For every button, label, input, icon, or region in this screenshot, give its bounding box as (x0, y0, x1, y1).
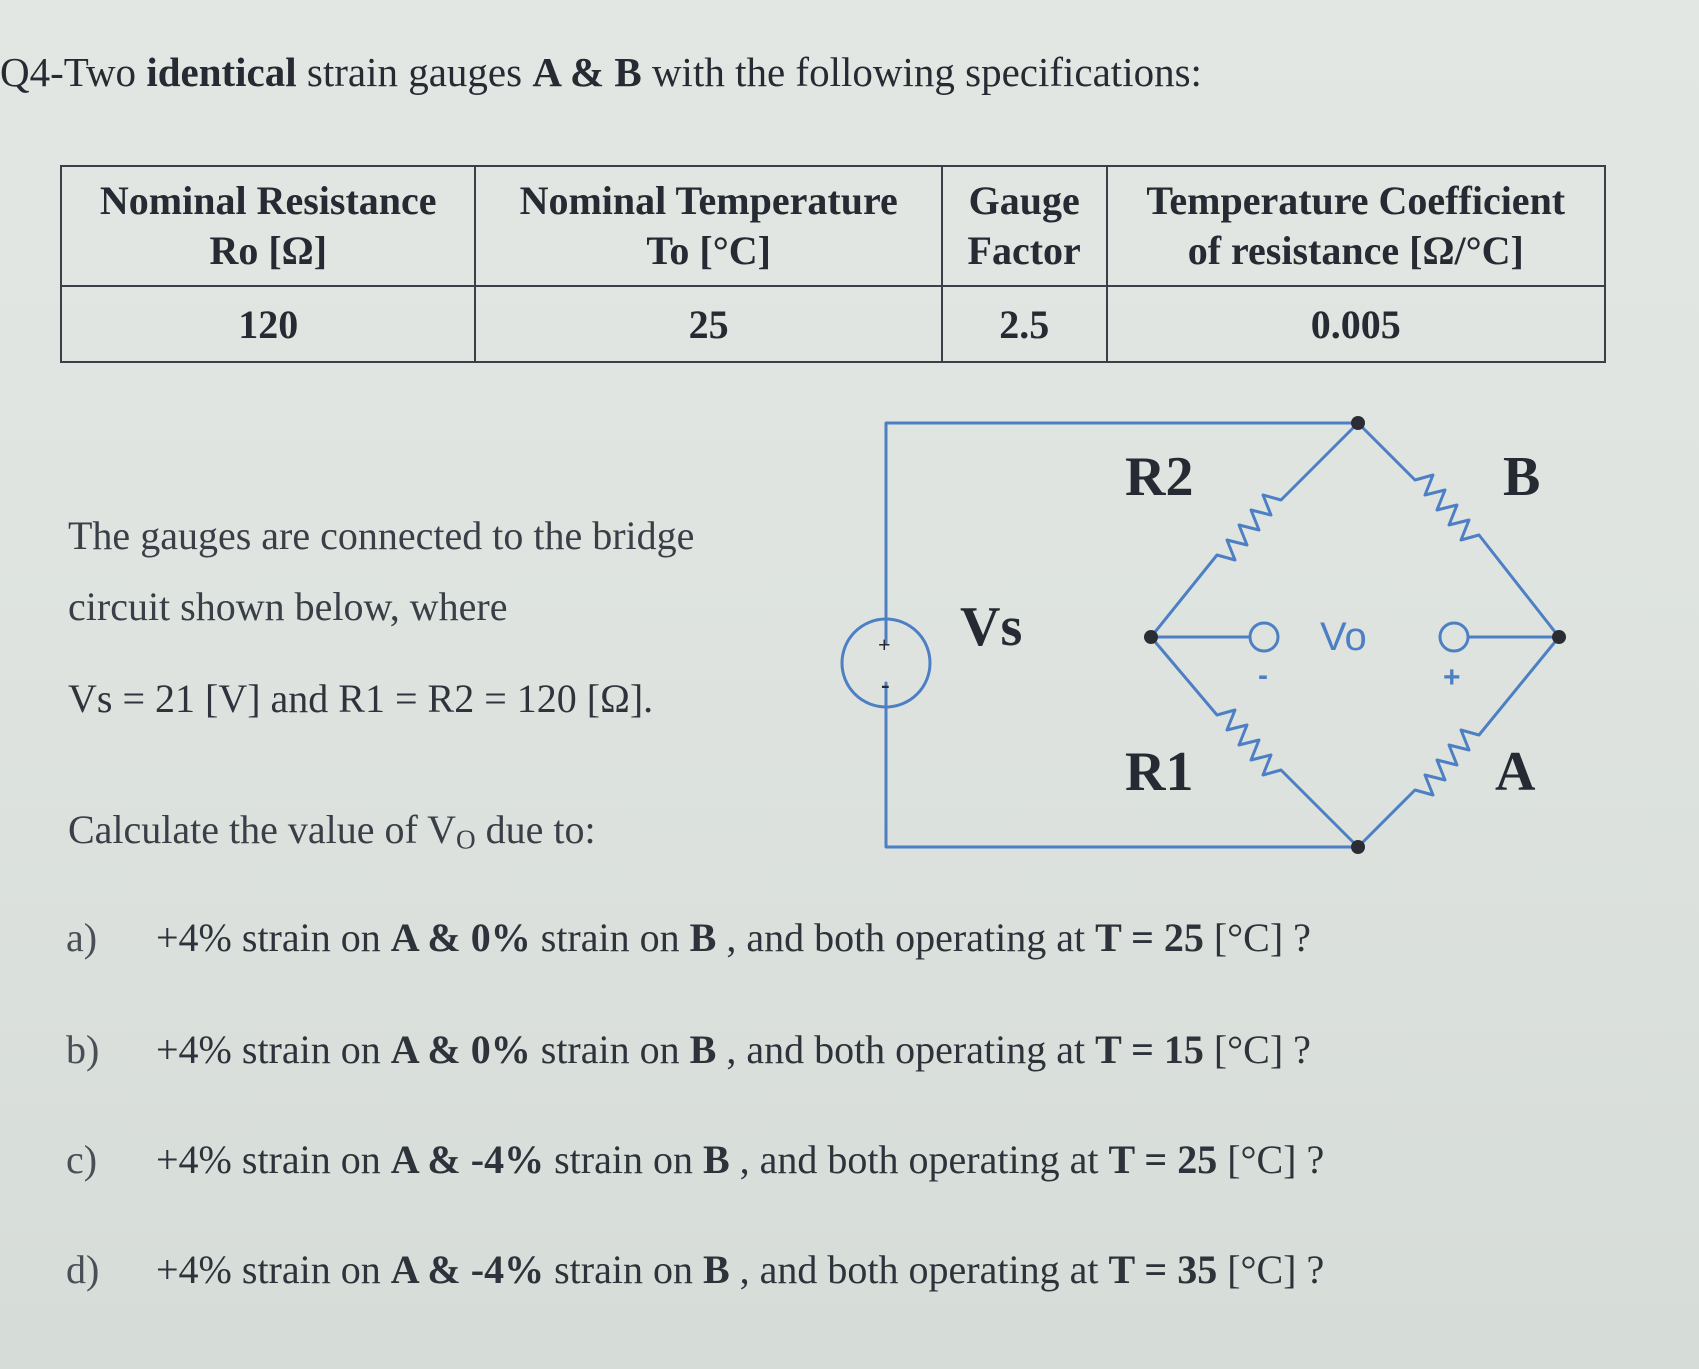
header-nominal-resistance (61, 166, 475, 286)
part-a (66, 914, 1311, 961)
part-bold-b: B (689, 915, 717, 960)
table-value-row (61, 286, 1605, 362)
part-mid: strain on (544, 1247, 703, 1292)
table-header-row (61, 166, 1605, 286)
r2-label: R2 (1125, 446, 1194, 508)
header-line: Nominal Temperature (519, 178, 898, 223)
header-line: Ro [Ω] (209, 228, 328, 273)
part-bold-temp: T = 15 (1095, 1027, 1204, 1072)
header-line: Temperature Coefficient (1146, 178, 1566, 223)
part-bold-b: B (702, 1137, 730, 1182)
output-minus-sign: - (1258, 659, 1268, 692)
header-temperature-coefficient (1107, 166, 1605, 286)
part-bold-strain-a: A & 0% (390, 1027, 531, 1072)
description-line-1: The gauges are connected to the bridge (68, 513, 695, 558)
calculate-instruction (68, 806, 596, 855)
part-pre: +4% strain on (156, 1247, 391, 1292)
vs-label: Vs (960, 596, 1023, 658)
value-temperature-coefficient: 0.005 (1107, 286, 1605, 362)
part-mid: strain on (544, 1137, 703, 1182)
part-pre: +4% strain on (156, 1137, 391, 1182)
header-nominal-temperature (475, 166, 941, 286)
source-minus-sign: - (881, 670, 890, 699)
part-label: a) (66, 915, 98, 960)
part-unit: [°C] ? (1217, 1247, 1325, 1292)
vo-label: Vo (1320, 615, 1367, 659)
part-bold-strain-a: A & 0% (390, 915, 531, 960)
node-left (1144, 630, 1158, 644)
part-post: , and both operating at (716, 915, 1096, 960)
description-line-3: Vs = 21 [V] and R1 = R2 = 120 [Ω]. (68, 676, 654, 721)
question-number: Q4- (0, 49, 64, 95)
output-terminal-minus (1250, 623, 1278, 651)
title-post: with the following specifications: (651, 49, 1202, 95)
output-terminal-plus (1440, 623, 1468, 651)
header-line: To [°C] (646, 228, 771, 273)
part-bold-b: B (689, 1027, 717, 1072)
value-gauge-factor: 2.5 (942, 286, 1107, 362)
part-bold-temp: T = 25 (1095, 915, 1204, 960)
part-unit: [°C] ? (1203, 915, 1311, 960)
header-line: Gauge (968, 178, 1080, 223)
part-bold-temp: T = 35 (1108, 1247, 1218, 1292)
title-mid: strain gauges (306, 49, 523, 95)
wire-top (886, 423, 1358, 643)
node-top (1351, 416, 1365, 430)
part-mid: strain on (530, 1027, 690, 1072)
title-pre: Two (63, 49, 137, 95)
calc-pre: Calculate the value of V (68, 807, 457, 852)
source-plus-sign: + (878, 632, 891, 657)
header-line: Factor (967, 228, 1081, 273)
part-label: c) (66, 1137, 98, 1182)
gauge-b-label: B (1503, 446, 1541, 508)
part-unit: [°C] ? (1217, 1137, 1325, 1182)
part-unit: [°C] ? (1203, 1027, 1311, 1072)
value-nominal-resistance: 120 (61, 286, 475, 362)
header-line: Nominal Resistance (99, 178, 437, 223)
part-post: , and both operating at (729, 1247, 1109, 1292)
header-line: of resistance [Ω/°C] (1187, 228, 1524, 273)
question-title (0, 48, 1202, 96)
part-label: b) (66, 1027, 100, 1072)
calc-sub: O (456, 824, 476, 855)
header-gauge-factor (942, 166, 1107, 286)
part-d (66, 1246, 1324, 1293)
specifications-table (60, 165, 1606, 363)
wire-bottom (886, 683, 1358, 847)
part-bold-b: B (702, 1247, 730, 1292)
description-line-2: circuit shown below, where (68, 584, 508, 629)
part-bold-strain-a: A & -4% (390, 1137, 545, 1182)
part-c (66, 1136, 1324, 1183)
value-nominal-temperature: 25 (475, 286, 941, 362)
title-bold-identical: identical (146, 49, 297, 95)
part-pre: +4% strain on (156, 1027, 391, 1072)
node-right (1552, 630, 1566, 644)
part-post: , and both operating at (729, 1137, 1109, 1182)
part-label: d) (66, 1247, 100, 1292)
node-bottom (1351, 840, 1365, 854)
r1-label: R1 (1125, 741, 1194, 803)
part-post: , and both operating at (716, 1027, 1096, 1072)
bridge-circuit-diagram (820, 405, 1580, 885)
gauge-a-label: A (1495, 741, 1536, 803)
part-b (66, 1026, 1311, 1073)
title-bold-gauges: A & B (532, 49, 642, 95)
output-plus-sign: + (1443, 661, 1461, 694)
part-pre: +4% strain on (156, 915, 391, 960)
circuit-svg (820, 405, 1580, 885)
part-bold-temp: T = 25 (1108, 1137, 1218, 1182)
part-mid: strain on (530, 915, 690, 960)
part-bold-strain-a: A & -4% (390, 1247, 545, 1292)
calc-post: due to: (475, 807, 596, 852)
